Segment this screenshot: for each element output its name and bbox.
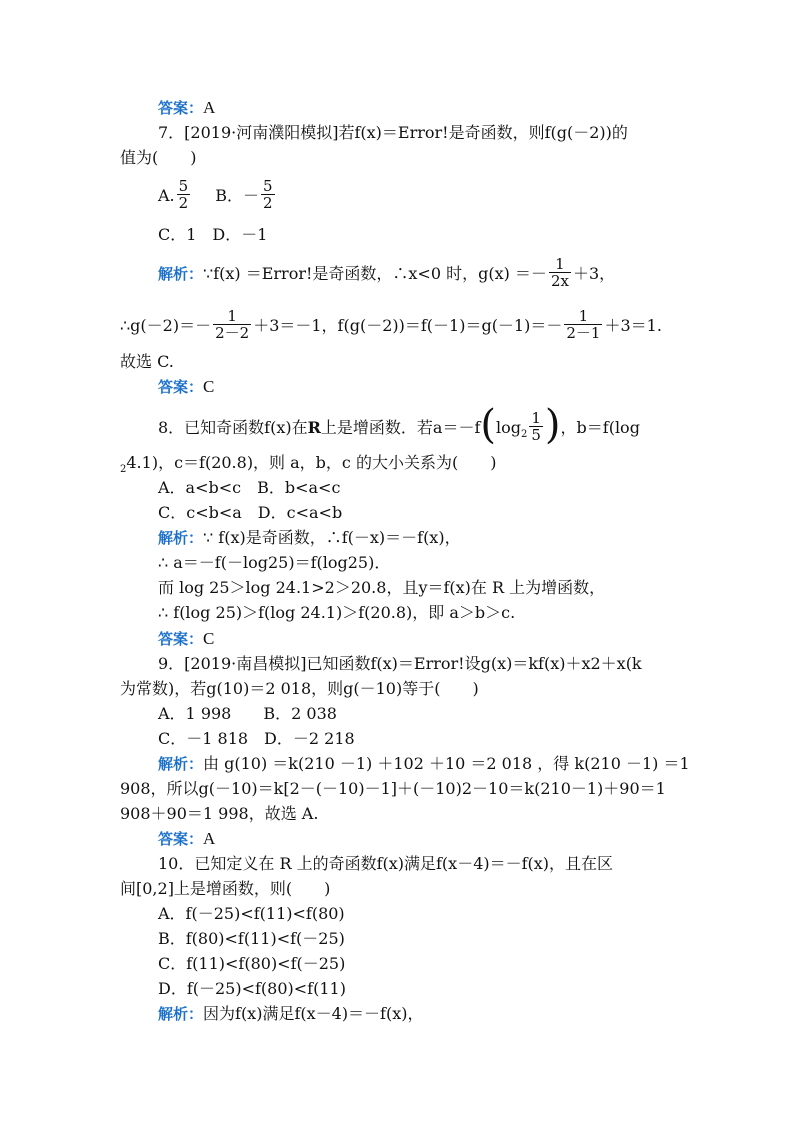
q7-opt-a-num: 5: [178, 177, 189, 195]
q9-options-cd: C．－1 818 D．－2 218: [158, 729, 355, 748]
answer-label: 答案：: [158, 830, 204, 848]
q7-sol1-den: 2x: [550, 272, 569, 290]
q9-answer: A: [203, 829, 216, 848]
q7-sol2-text-c: ＋3＝1.: [604, 316, 662, 335]
q10-solution-line1: [158, 1003, 424, 1025]
q7-stem-line2: 值为( ): [120, 148, 197, 167]
q8-answer: C: [203, 629, 215, 648]
q7-stem-line1: 7．[2019·河南濮阳模拟]若f(x)＝Error!是奇函数，则f(g(－2))的: [158, 123, 628, 142]
q8-stem-line1: [158, 401, 640, 452]
q8-line1-num: 1: [531, 409, 541, 427]
q8-line1-a: 8．已知奇函数f(x)在: [158, 418, 308, 437]
q7-answer-line: [158, 376, 214, 398]
q10-sol1-text: 因为f(x)满足f(x－4)＝－f(x)，: [203, 1004, 424, 1023]
q7-answer: C: [203, 377, 215, 396]
q10-option-b: B．f(80)<f(11)<f(－25): [158, 929, 345, 948]
solution-label: 解析：: [158, 1005, 204, 1023]
q9-solution-line1: [158, 753, 690, 775]
q10-option-a: A．f(－25)<f(11)<f(80): [158, 904, 345, 923]
q8-solution-line1: [158, 527, 461, 549]
q8-solution-line3: 而 log 25＞log 24.1>2＞20.8，且y＝f(x)在 R 上为增函数，: [158, 578, 606, 597]
q7-opt-a-label: A.: [158, 186, 175, 205]
q10-stem-line1: 10．已知定义在 R 上的奇函数f(x)满足f(x－4)＝－f(x)，且在区: [158, 854, 614, 873]
right-paren-glyph: ): [544, 401, 561, 448]
q8-sol1-text: ∵ f(x)是奇函数，∴f(－x)＝－f(x)，: [203, 528, 461, 547]
q8-line1-den: 5: [531, 426, 541, 444]
q8-line1-c: ，b＝f(log: [560, 418, 640, 437]
q9-answer-line: [158, 828, 215, 850]
q8-solution-line4: ∴ f(log 25)＞f(log 24.1)＞f(20.8)，即 a＞b＞c.: [158, 603, 516, 622]
q7-sol1-fraction: [549, 256, 571, 289]
q9-stem-line1: 9．[2019·南昌模拟]已知函数f(x)＝Error!设g(x)＝kf(x)＋x2＋x(k: [158, 654, 642, 673]
q8-options-ab: A．a<b<c B．b<a<c: [158, 478, 341, 497]
q8-line1-fraction: [529, 410, 543, 443]
q8-line1-sub: 2: [521, 429, 528, 441]
q8-line2-text: 4.1)，c＝f(20.8)，则 a，b，c 的大小关系为( ): [126, 453, 497, 472]
q7-sol2-num1: 1: [213, 308, 251, 325]
q7-options-cd: C．1 D．－1: [158, 225, 268, 244]
q6-answer-line: [158, 97, 215, 119]
q8-answer-line: [158, 628, 214, 650]
q6-answer: A: [203, 98, 216, 117]
answer-label: 答案：: [158, 630, 204, 648]
q7-sol1-text-a: ∵f(x) ＝Error!是奇函数，∴x<0 时，g(x) ＝－: [203, 264, 547, 283]
q7-solution-line1: [158, 255, 616, 294]
q7-solution-line2: [120, 307, 662, 346]
q9-solution-line3: 908＋90＝1 998，故选 A.: [120, 804, 319, 823]
q8-solution-line2: ∴ a＝－f(－log25)＝f(log25)．: [158, 553, 391, 572]
q9-stem-line2: 为常数)，若g(10)＝2 018，则g(－10)等于( ): [120, 679, 479, 698]
q7-options-ab: [158, 177, 277, 218]
q8-line2-sub: 2: [120, 464, 127, 476]
q8-stem-line2: [120, 452, 496, 474]
q7-opt-b-num: 5: [263, 177, 273, 195]
q7-opt-b-label: B．－: [215, 186, 260, 205]
solution-label: 解析：: [158, 755, 204, 773]
answer-label: 答案：: [158, 99, 204, 117]
q7-opt-b-fraction: [261, 178, 275, 211]
q8-options-cd: C．c<b<a D．c<a<b: [158, 503, 343, 522]
q7-opt-a-den: 2: [178, 194, 189, 212]
q7-sol2-fraction1: [213, 308, 251, 341]
q8-line1-log: log: [496, 418, 521, 437]
q7-sol2-text-a: ∴g(－2)＝－: [120, 316, 212, 335]
q7-sol2-num2: 1: [564, 308, 602, 325]
q7-opt-a-fraction: [177, 178, 191, 211]
q9-solution-line2: 908，所以g(－10)＝k[2－(－10)－1]＋(－10)2－10＝k(210－1)＋90＝1: [120, 779, 666, 798]
q8-line1-R: R: [307, 418, 321, 437]
q9-options-ab: A．1 998 B．2 038: [158, 704, 337, 723]
q7-sol2-den1: 2－2: [215, 324, 250, 342]
q10-stem-line2: 间[0,2]上是增函数，则( ): [120, 879, 331, 898]
q9-sol1-text: 由 g(10) ＝k(210 －1) ＋102 ＋10 ＝2 018 ，得 k(210 －1) ＝1: [203, 754, 690, 773]
left-paren-glyph: (: [480, 401, 496, 448]
solution-label: 解析：: [158, 265, 204, 283]
solution-label: 解析：: [158, 529, 204, 547]
q7-sol1-text-b: ＋3，: [572, 264, 616, 283]
q7-opt-b-den: 2: [263, 194, 273, 212]
q8-line1-b: 上是增函数．若a＝－f: [320, 418, 481, 437]
q7-sol2-fraction2: [564, 308, 602, 341]
q7-sol2-den2: 2－1: [566, 324, 601, 342]
answer-label: 答案：: [158, 378, 204, 396]
q10-option-d: D．f(－25)<f(80)<f(11): [158, 979, 346, 998]
q7-sol1-num: 1: [549, 256, 571, 273]
q7-sol2-text-b: ＋3＝－1，f(g(－2))＝f(－1)＝g(－1)＝－: [253, 316, 563, 335]
q10-option-c: C．f(11)<f(80)<f(－25): [158, 954, 346, 973]
q7-solution-line3: 故选 C.: [120, 352, 174, 371]
